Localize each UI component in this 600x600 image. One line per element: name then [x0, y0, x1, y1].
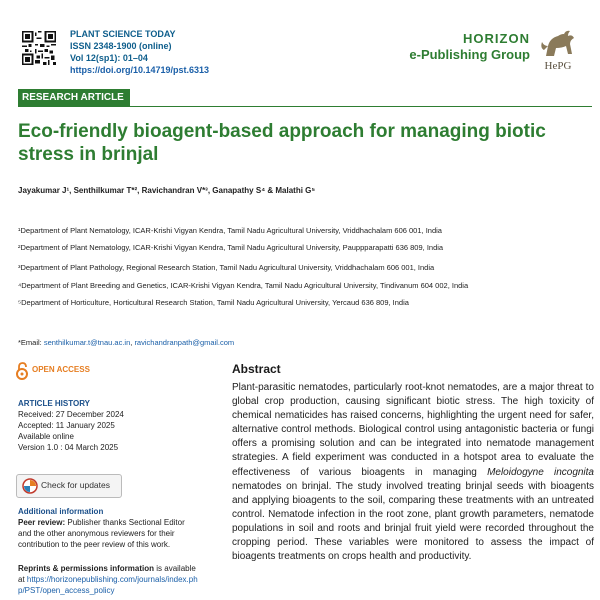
- history-available: Available online: [18, 432, 74, 441]
- affiliation-3: ³Department of Plant Pathology, Regional Research Station, Tamil Nadu Agricultural University, Vriddhachalam 606 001, India: [18, 263, 435, 272]
- email-separator: ,: [130, 338, 135, 347]
- article-history: [18, 398, 198, 453]
- author-list: Jayakumar J¹, Senthilkumar T*², Ravichandran V*³, Ganapathy S⁴ & Malathi G⁵: [18, 186, 316, 195]
- open-access-label: OPEN ACCESS: [32, 365, 90, 374]
- lion-emblem-icon: [534, 28, 582, 60]
- reprints-note: [18, 563, 198, 596]
- affiliation-5: ⁵Department of Horticulture, Horticultural Research Station, Tamil Nadu Agricultural University, Yercaud 636 809, India: [18, 298, 409, 307]
- publisher-line2: e-Publishing Group: [409, 47, 530, 62]
- qr-code: [22, 31, 56, 65]
- email-label: *Email:: [18, 338, 44, 347]
- publisher-logo-text: HePG: [544, 60, 572, 72]
- peer-review-text: Publisher thanks Sectional Editor and the other anonymous reviewers for their contribution to the peer review of this work.: [18, 518, 185, 549]
- journal-issn: ISSN 2348-1900 (online): [70, 41, 172, 51]
- check-updates-button[interactable]: [16, 474, 122, 498]
- history-accepted: Accepted: 11 January 2025: [18, 421, 115, 430]
- reprints-label: Reprints & permissions information: [18, 564, 155, 573]
- history-version: Version 1.0 : 04 March 2025: [18, 443, 119, 452]
- affiliation-2: ²Department of Plant Nematology, ICAR-Krishi Vigyan Kendra, Tamil Nadu Agricultural University, Pauppparapatti 636 809, India: [18, 243, 444, 252]
- journal-volume: Vol 12(sp1): 01–04: [70, 53, 148, 63]
- history-heading: ARTICLE HISTORY: [18, 399, 91, 408]
- journal-name: PLANT SCIENCE TODAY: [70, 29, 176, 39]
- peer-review-label: Peer review:: [18, 518, 66, 527]
- history-received: Received: 27 December 2024: [18, 410, 124, 419]
- peer-review-note: [18, 517, 198, 550]
- abstract-body: [232, 381, 594, 564]
- header-rule: [130, 106, 592, 107]
- doi-link[interactable]: https://doi.org/10.14719/pst.6313: [70, 65, 210, 75]
- abstract-text-1: Plant-parasitic nematodes, particularly root-knot nematodes, are a major threat to global crop production, causing significant biotic stress. The high toxicity of chemical nematicides has raised concerns, highlighting the urgent need for safer, alternative control methods. Biological control using antagonistic bacteria or fungi offers a promising solution and can be integrated into nematode management strategies. A field experiment was conducted in a hotspot area to evaluate the effectiveness of various bioagents in managing: [232, 382, 594, 478]
- additional-heading: Additional information: [18, 507, 104, 516]
- article-type-banner: RESEARCH ARTICLE: [18, 89, 130, 107]
- email-link-2[interactable]: ravichandranpath@gmail.com: [134, 338, 235, 347]
- affiliation-4: ⁴Department of Plant Breeding and Genetics, ICAR-Krishi Vigyan Kendra, Tamil Nadu Agricultural University, Tindivanum 604 002, India: [18, 281, 469, 290]
- affiliation-1: ¹Department of Plant Nematology, ICAR-Krishi Vigyan Kendra, Tamil Nadu Agricultural University, Vriddhachalam 606 001, India: [18, 226, 442, 235]
- open-lock-icon: [16, 362, 28, 380]
- abstract-text-2: nematodes on brinjal. The study involved treating brinjal seeds with bioagents and applying bioagents to the soil, comparing these treatments with an untreated control. Nematode infection in the root zone, plant growth parameters, nematode populations in soil and roots and brinjal fruit yield were recorded throughout the cropping period. These variables were monitored to assess the impact of bioagents treatments on crops health and productivity.: [232, 480, 594, 563]
- open-access-badge: [16, 362, 90, 382]
- journal-info: [70, 28, 209, 76]
- article-title: Eco-friendly bioagent-based approach for managing biotic stress in brinjal: [18, 121, 546, 165]
- reprints-text: is available at: [18, 564, 196, 584]
- additional-information: [18, 506, 198, 596]
- email-link-1[interactable]: senthilkumar.t@tnau.ac.in: [43, 338, 131, 347]
- publisher-name: [409, 31, 530, 63]
- corresponding-email: [18, 338, 234, 347]
- abstract-species: Meloidogyne incognita: [487, 466, 594, 478]
- publisher-logo: [534, 28, 582, 72]
- check-updates-label: Check for updates: [41, 480, 110, 490]
- abstract-heading: Abstract: [232, 362, 281, 376]
- reprints-link[interactable]: https://horizonepublishing.com/journals/index.php/PST/open_access_policy: [18, 575, 198, 595]
- check-updates-icon: [22, 478, 38, 494]
- publisher-line1: HORIZON: [463, 31, 530, 46]
